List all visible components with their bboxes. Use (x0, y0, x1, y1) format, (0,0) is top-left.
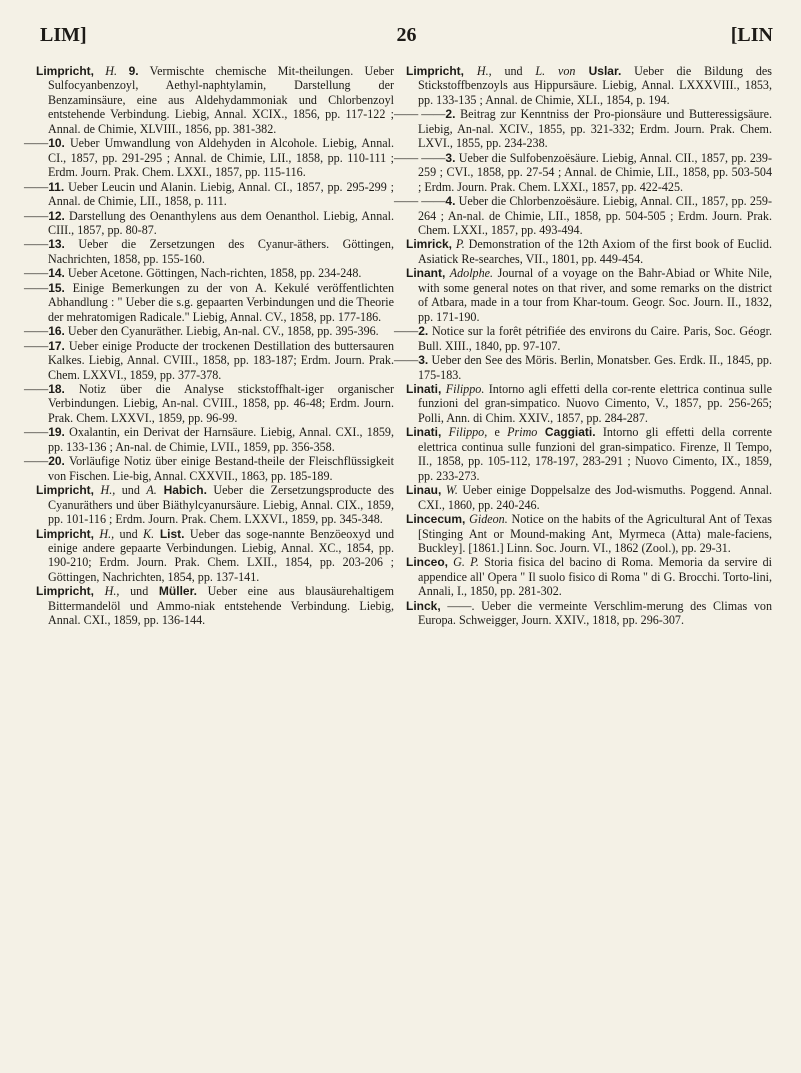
entry-author: Limpricht, (406, 64, 465, 78)
entry-coauthor-initials: K. (143, 526, 155, 541)
bibliography-entry (24, 338, 394, 382)
entry-number: 15. (48, 280, 65, 295)
entry-dash: —— (394, 353, 419, 368)
bibliography-entry (406, 599, 772, 628)
entry-author-initials: H., (94, 584, 120, 599)
entry-author: Linati, (406, 425, 442, 440)
entry-conjunction: e (487, 425, 508, 440)
entry-dash: —— (24, 381, 49, 396)
bibliography-entry (24, 136, 394, 180)
entry-dash: —— (24, 266, 49, 281)
bibliography-entry (406, 483, 772, 512)
entry-author: Limrick, (406, 237, 453, 252)
entry-text: Beitrag zur Kenntniss der Pro-pionsäure und Butteressigsäure. Liebig, An-nal. XCIV., 1855, pp. 321-332; Erdm. Journ. Prak. Chem. LXVI., 1855, pp. 234-238. (418, 107, 772, 151)
entry-author-initials: P. (452, 237, 465, 252)
entry-author: Linceo, (406, 555, 449, 570)
entry-text: Einige Bemerkungen zu der von A. Kekulé veröffentlichten Abhandlung : " Ueber die s.g. gepaarten Verbindungen und die Theorie der mehratomigen Radicale." Liebig, Annal. CV., 1858, pp. 177-186. (48, 280, 394, 324)
page-number: 26 (396, 24, 417, 46)
entry-text: ——. Ueber die vermeinte Verschlim-merung des Climas von Europa. Schweigger, Journ. XXIV., 1818, pp. 296-307. (418, 598, 772, 628)
entry-coauthor: List. (154, 526, 185, 541)
entry-text: Ueber den See des Möris. Berlin, Monatsber. Ges. Erdk. II., 1845, pp. 175-183. (418, 353, 772, 382)
entry-text: Ueber einige Producte der trockenen Destillation des buttersauren Kalkes. Liebig, Annal. CVIII., 1858, pp. 183-187; Erdm. Journ. Prak. Chem. LXXVI., 1859, pp. 377-378. (48, 338, 394, 382)
entry-author: Limpricht, (36, 483, 95, 498)
entry-dash: —— (24, 208, 49, 223)
bibliography-entry (406, 512, 772, 555)
entry-author: Linati, (406, 381, 442, 396)
entry-author-initials: Gideon. (465, 512, 508, 527)
entry-number: 10. (48, 136, 65, 151)
entry-number: 16. (48, 324, 65, 339)
entry-author-initials: W. (441, 483, 458, 498)
bibliography-entry (24, 324, 394, 339)
entry-number: 11. (48, 179, 65, 194)
entry-author: Limpricht, (36, 584, 95, 599)
entry-text: Darstellung des Oenanthylens aus dem Oenanthol. Liebig, Annal. CIII., 1857, pp. 80-87. (48, 208, 394, 237)
entry-text: Demonstration of the 12th Axiom of the first book of Euclid. Asiatick Re-searches, VII., 1801, pp. 449-454. (418, 237, 772, 266)
entry-dash: —— (24, 136, 49, 151)
entry-text: Notice sur la forêt pétrifiée des environs du Caire. Paris, Soc. Géogr. Bull. XIII., 1840, pp. 97-107. (418, 324, 772, 353)
entry-coauthor: Habich. (156, 483, 207, 498)
bibliography-entry (36, 584, 394, 627)
entry-text: Ueber Umwandlung von Aldehyden in Alcohole. Liebig, Annal. CI., 1857, pp. 291-295 ; Annal. de Chimie, LII., 1858, pp. 110-111 ; Erdm. Journ. Prak. Chem. LXXI., 1857, pp. 115-116. (48, 136, 394, 180)
bibliography-entry (24, 179, 394, 209)
entry-number: 17. (48, 338, 65, 353)
page-header (40, 24, 773, 54)
entry-conjunction: und (119, 584, 159, 599)
bibliography-entry (406, 555, 772, 598)
entry-dash: —— (24, 280, 49, 295)
entry-dash: —— —— (394, 194, 446, 209)
entry-coauthor: Uslar. (575, 64, 622, 78)
entry-text: Intorno gli effetti della corrente elettrica continua sulle funzioni del gran-simpatico. Firenze, Il Tempo, II., 1858, pp. 105-112, 178-197, 283-291 ; Nuovo Cimento, IX., 1859, pp. 233-273. (418, 425, 772, 483)
entry-text: Oxalantin, ein Derivat der Harnsäure. Liebig, Annal. CXI., 1859, pp. 133-136 ; An-nal. de Chimie, LVII., 1859, pp. 356-358. (48, 425, 394, 454)
entry-text: Ueber die Zersetzungsproducte des Cyanuräthers und über Biäthylcyanursäure. Liebig, Annal. CIX., 1859, pp. 101-116 ; Erdm. Journ. Prak. Chem. LXXVI., 1859, pp. 345-348. (48, 483, 394, 527)
entry-text: Vermischte chemische Mit-theilungen. Ueber Sulfocyanbenzoyl, Aethyl-naphtylamin, Darstellung der Benzaminsäure, eine aus Aldehydammoniak und Chlorbenzoyl entstehende Verbindung. Liebig, Annal. XCIX., 1856, pp. 117-122 ; Annal. de Chimie, XLVIII., 1856, pp. 381-382. (48, 64, 395, 136)
entry-author-initials: H., (94, 483, 116, 498)
entry-number: 18. (48, 381, 65, 396)
entry-text: Ueber Leucin und Alanin. Liebig, Annal. CI., 1857, pp. 295-299 ; Annal. de Chimie, LII., 1858, p. 111. (48, 179, 394, 209)
entry-number: 20. (48, 454, 65, 469)
entry-text: Ueber Acetone. Göttingen, Nach-richten, 1858, pp. 234-248. (64, 266, 362, 281)
entry-author-initials: Adolphe. (445, 266, 494, 281)
entry-dash: —— (24, 324, 49, 339)
bibliography-entry (406, 266, 772, 324)
entry-number: 2. (445, 107, 456, 122)
bibliography-entry (24, 237, 394, 266)
entry-number: 12. (48, 208, 65, 223)
entry-author-initials: H., (464, 64, 492, 78)
entry-text: Ueber einige Doppelsalze des Jod-wismuths. Poggend. Annal. CXI., 1860, pp. 240-246. (418, 483, 772, 512)
entry-number: 9. (117, 64, 139, 78)
entry-number: 14. (48, 266, 65, 281)
entry-dash: —— (24, 179, 49, 194)
entry-author-initials: G. P. (448, 555, 479, 570)
entry-dash: —— (394, 324, 419, 339)
entry-author: Limpricht, (36, 526, 95, 541)
entry-text: Ueber die Chlorbenzoësäure. Liebig, Annal. CII., 1857, pp. 259-264 ; An-nal. de Chimie, LII., 1858, pp. 504-505 ; Erdm. Journ. Prak. Chem. LXXI., 1857, pp. 493-494. (418, 194, 772, 237)
entry-author: Linck, (406, 598, 441, 613)
bibliography-entry (36, 64, 394, 136)
left-column (24, 64, 395, 628)
bibliography-entry (36, 483, 394, 526)
entry-number: 3. (418, 353, 429, 368)
bibliography-entry (406, 382, 772, 425)
bibliography-entry (394, 194, 772, 237)
entry-author: Limpricht, (36, 64, 95, 78)
bibliography-entry (24, 280, 394, 324)
entry-text: Notice on the habits of the Agricultural Ant of Texas [Stinging Ant or Mound-making Ant, Myrmeca (Atta) male-faciens, Buckley]. [1861.] Linn. Soc. Journ. VI., 1862 (Zool.), pp. 29-31. (418, 512, 772, 555)
bibliography-entry (394, 107, 772, 151)
bibliography-entry (36, 527, 394, 585)
entry-number: 13. (48, 237, 65, 252)
bibliography-entry (24, 454, 394, 483)
bibliography-entry (394, 353, 772, 382)
entry-conjunction: und (491, 64, 536, 78)
entry-text: Ueber den Cyanuräther. Liebig, An-nal. CV., 1858, pp. 395-396. (64, 324, 379, 339)
bibliography-entry (394, 150, 772, 194)
entry-coauthor: Müller. (158, 584, 197, 599)
entry-text: Storia fisica del bacino di Roma. Memoria da servire di appendice all' Opera " Il suolo fisico di Roma " di G. Brocchi. Torto-lini, Annali, I., 1850, pp. 281-302. (418, 555, 773, 599)
bibliography-entry (24, 381, 394, 425)
bibliography-entry (406, 425, 772, 483)
entry-dash: —— (24, 454, 49, 469)
entry-coauthor: Caggiati. (537, 425, 596, 440)
entry-conjunction: und (114, 526, 144, 541)
entry-author-initials: H. (94, 64, 118, 78)
entry-text: Ueber die Sulfobenzoësäure. Liebig, Annal. CII., 1857, pp. 239-259 ; CVI., 1858, pp. 27-54 ; Annal. de Chimie, LII., 1858, pp. 503-504 ; Erdm. Journ. Prak. Chem. LXXI., 1857, pp. 422-425. (418, 150, 772, 194)
entry-dash: —— (24, 237, 49, 252)
right-column (394, 64, 773, 628)
entry-dash: —— (24, 425, 49, 440)
entry-coauthor-initials: Primo (507, 425, 538, 440)
bibliography-entry (394, 324, 772, 353)
entry-text: Ueber die Zersetzungen des Cyanur-äthers. Göttingen, Nachrichten, 1858, pp. 155-160. (48, 237, 394, 266)
entry-number: 3. (445, 150, 456, 165)
bibliography-entry (24, 266, 394, 281)
entry-author-initials: H., (94, 526, 115, 541)
entry-text: Ueber das soge-nannte Benzöeoxyd und einige andere gepaarte Verbindungen. Liebig, Annal. XC., 1854, pp. 190-210; Erdm. Journ. Prak. Chem. LXII., 1854, pp. 203-206 ; Göttingen, Nachrichten, 1854, pp. 137-141. (48, 526, 394, 584)
entry-text: Journal of a voyage on the Bahr-Abiad or White Nile, with some general notes on that river, and some remarks on the district of Atbara, made in a tour from Khar-toum. Geogr. Soc. Journ. II., 1832, pp. 171-190. (418, 266, 772, 324)
entry-author: Linau, (406, 483, 442, 498)
bibliography-entry (24, 208, 394, 238)
entry-author: Lincecum, (406, 512, 466, 527)
entry-dash: —— (24, 338, 49, 353)
entry-text: Ueber die Bildung des Stickstoffbenzoyls aus Hippursäure. Liebig, Annal. LXXXVIII., 1853, pp. 133-135 ; Annal. de Chimie, XLI., 1854, p. 194. (418, 64, 773, 107)
entry-number: 19. (48, 425, 65, 440)
bibliography-entry (406, 64, 772, 107)
entry-conjunction: und (115, 483, 147, 498)
entry-text: Vorläufige Notiz über einige Bestand-theile der Fleischflüssigkeit von Fischen. Lie-big, Annal. CXXVII., 1863, pp. 185-189. (48, 454, 394, 483)
entry-text: Notiz über die Analyse stickstoffhalt-iger organischer Verbindungen. Liebig, An-nal. CVIII., 1858, pp. 46-48; Erdm. Journ. Prak. Chem. LXXVI., 1859, pp. 96-99. (48, 381, 394, 425)
entry-coauthor-initials: A. (146, 483, 157, 498)
entry-author-initials: Filippo, (441, 425, 488, 440)
entry-author: Linant, (406, 266, 446, 281)
entry-dash: —— —— (394, 107, 446, 122)
entry-author-initials: Filippo. (441, 381, 485, 396)
bibliography-entry (406, 237, 772, 266)
entry-dash: —— —— (394, 150, 446, 165)
header-left-guide: LIM] (40, 24, 87, 46)
header-right-guide: [LIN (730, 24, 773, 46)
entry-coauthor-initials: L. von (535, 64, 576, 78)
entry-number: 4. (445, 194, 456, 209)
entry-text: Intorno agli effetti della cor-rente elettrica continua sulle funzioni del gran-simpatico. Nuovo Cimento, V., 1857, pp. 256-265; Polli, Ann. di Chim. XXIV., 1857, pp. 284-287. (418, 381, 772, 425)
bibliography-entry (24, 425, 394, 454)
entry-text: Ueber eine aus blausäurehaltigem Bittermandelöl und Ammo-niak entstehende Verbindung. Liebig, Annal. CXI., 1859, pp. 136-144. (48, 584, 394, 628)
entry-number: 2. (418, 324, 429, 339)
